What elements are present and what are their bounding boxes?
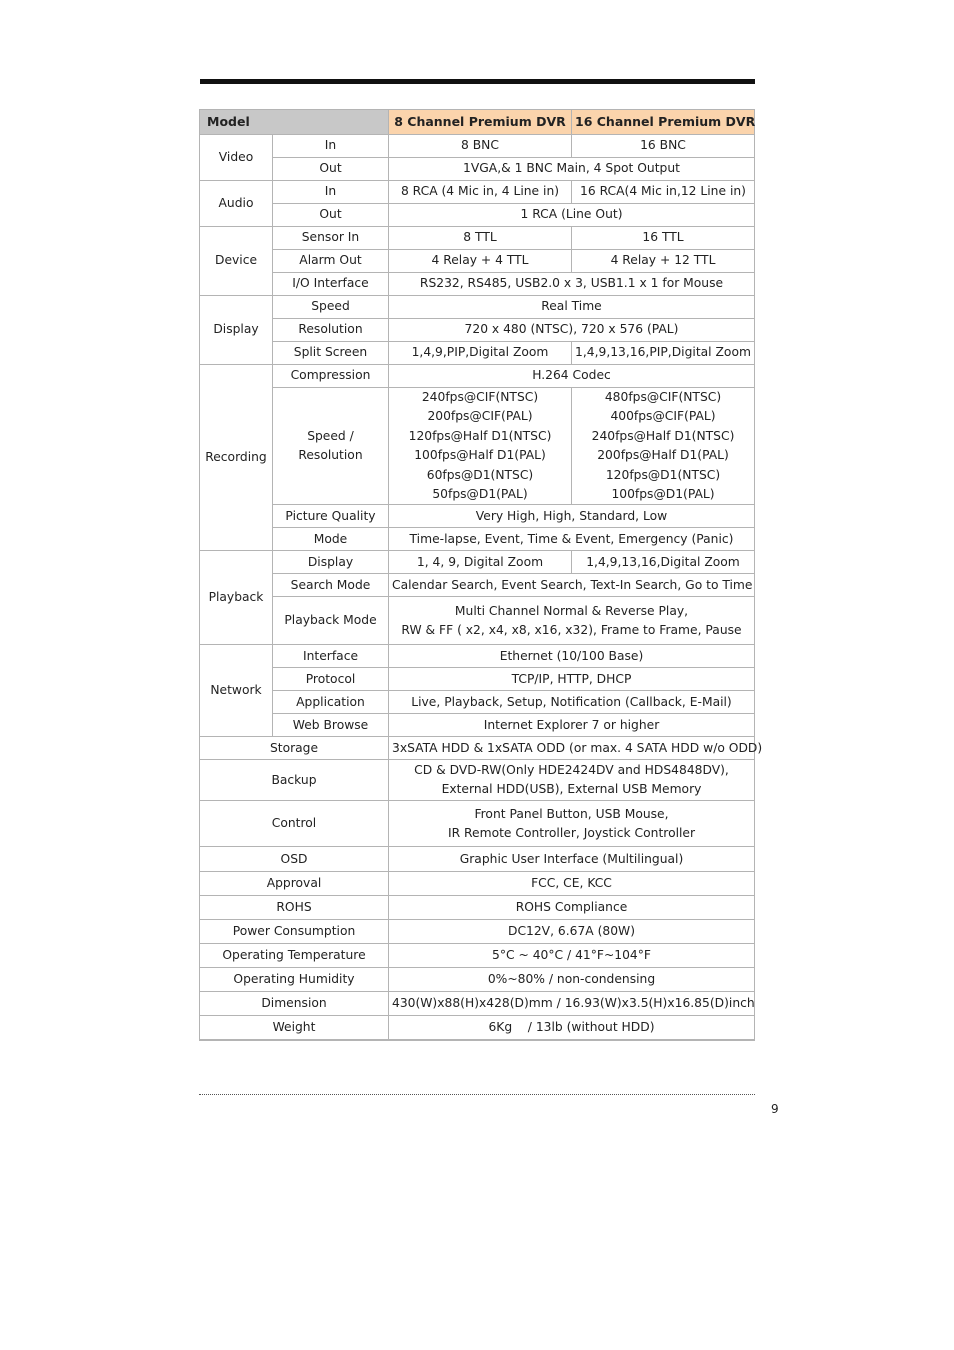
cell-line: IR Remote Controller, Joystick Controller: [447, 825, 696, 840]
row-label: Storage: [200, 737, 389, 760]
table-row: [200, 528, 755, 551]
cell-shared: 5°C ~ 40°C / 41°F~104°F: [389, 944, 755, 968]
cell-shared: DC12V, 6.67A (80W): [389, 920, 755, 944]
cell-shared: Calendar Search, Event Search, Text-In Search, Go to Time: [389, 574, 755, 597]
speed-line: 240fps@CIF(NTSC): [421, 390, 539, 404]
top-rule: [200, 79, 755, 84]
cell-shared: TCP/IP, HTTP, DHCP: [389, 668, 755, 691]
table-row: [200, 872, 755, 896]
table-row: [200, 920, 755, 944]
table-row: [200, 551, 755, 574]
cell-line: RW & FF ( x2, x4, x8, x16, x32), Frame to Frame, Pause: [401, 622, 742, 637]
group-label-recording: Recording: [200, 365, 273, 551]
speed-line: 100fps@D1(PAL): [611, 487, 715, 502]
table-row: [200, 342, 755, 365]
row-label: Search Mode: [273, 574, 389, 597]
cell-shared: Real Time: [389, 296, 755, 319]
table-row: [200, 227, 755, 250]
table-row: [200, 737, 755, 760]
row-label: OSD: [200, 847, 389, 872]
table-row: [200, 388, 755, 505]
speed-line: 50fps@D1(PAL): [432, 487, 528, 502]
row-label: Out: [273, 204, 389, 227]
row-label: Operating Humidity: [200, 968, 389, 992]
row-label: Mode: [273, 528, 389, 551]
cell-shared: 6Kg / 13lb (without HDD): [389, 1016, 755, 1040]
table-row: [200, 158, 755, 181]
page-number: 9: [771, 1102, 779, 1116]
table-row: [200, 204, 755, 227]
speed-line: 400fps@CIF(PAL): [610, 409, 716, 424]
cell-shared: [389, 801, 755, 847]
cell-16ch: 1,4,9,13,16,Digital Zoom: [572, 551, 755, 574]
row-label: In: [273, 181, 389, 204]
row-label: Web Browse: [273, 714, 389, 737]
cell-shared: H.264 Codec: [389, 365, 755, 388]
table-row: [200, 1016, 755, 1040]
group-label-network: Network: [200, 645, 273, 737]
cell-line: Front Panel Button, USB Mouse,: [474, 806, 669, 821]
table-row: [200, 319, 755, 342]
table-row: [200, 896, 755, 920]
row-label: Out: [273, 158, 389, 181]
speed-line: 240fps@Half D1(NTSC): [591, 428, 735, 443]
row-label: Playback Mode: [273, 597, 389, 645]
cell-8ch: 8 TTL: [389, 227, 572, 250]
cell-line: CD & DVD-RW(Only HDE2424DV and HDS4848DV),: [414, 763, 729, 778]
cell-line: External HDD(USB), External USB Memory: [441, 782, 702, 797]
row-label: Display: [273, 551, 389, 574]
cell-shared: Live, Playback, Setup, Notification (Callback, E-Mail): [389, 691, 755, 714]
table-row: [200, 296, 755, 319]
row-label: Dimension: [200, 992, 389, 1016]
row-label: Alarm Out: [273, 250, 389, 273]
row-label: Protocol: [273, 668, 389, 691]
table-row: [200, 760, 755, 801]
row-label: Application: [273, 691, 389, 714]
row-label: Compression: [273, 365, 389, 388]
row-label: Resolution: [273, 319, 389, 342]
table-row: [200, 944, 755, 968]
header-16ch: 16 Channel Premium DVR: [572, 110, 755, 135]
header-row: [200, 110, 755, 135]
row-label: Speed: [273, 296, 389, 319]
row-label: Picture Quality: [273, 505, 389, 528]
row-label: I/O Interface: [273, 273, 389, 296]
table-row: [200, 992, 755, 1016]
cell-8ch: 1, 4, 9, Digital Zoom: [389, 551, 572, 574]
cell-16ch: [572, 388, 755, 505]
cell-shared: Ethernet (10/100 Base): [389, 645, 755, 668]
table-row: [200, 968, 755, 992]
row-label: Control: [200, 801, 389, 847]
row-label: Power Consumption: [200, 920, 389, 944]
table-row: [200, 365, 755, 388]
group-label-audio: Audio: [200, 181, 273, 227]
cell-shared: 720 x 480 (NTSC), 720 x 576 (PAL): [389, 319, 755, 342]
table-row: [200, 597, 755, 645]
table-row: [200, 714, 755, 737]
footer-dotted-rule: [199, 1094, 755, 1095]
group-label-video: Video: [200, 135, 273, 181]
speed-line: 120fps@D1(NTSC): [605, 467, 721, 482]
header-8ch: 8 Channel Premium DVR: [389, 110, 572, 135]
table-row: [200, 668, 755, 691]
cell-shared: Graphic User Interface (Multilingual): [389, 847, 755, 872]
cell-16ch: 4 Relay + 12 TTL: [572, 250, 755, 273]
cell-shared: RS232, RS485, USB2.0 x 3, USB1.1 x 1 for Mouse: [389, 273, 755, 296]
cell-shared: 1 RCA (Line Out): [389, 204, 755, 227]
cell-8ch: 8 RCA (4 Mic in, 4 Line in): [389, 181, 572, 204]
cell-16ch: 16 BNC: [572, 135, 755, 158]
row-label: In: [273, 135, 389, 158]
row-label: Weight: [200, 1016, 389, 1040]
cell-16ch: 16 RCA(4 Mic in,12 Line in): [572, 181, 755, 204]
group-label-display: Display: [200, 296, 273, 365]
table-row: [200, 181, 755, 204]
cell-shared: FCC, CE, KCC: [389, 872, 755, 896]
table-row: [200, 645, 755, 668]
row-label: ROHS: [200, 896, 389, 920]
speed-line: 100fps@Half D1(PAL): [414, 448, 546, 463]
speed-line: 480fps@CIF(NTSC): [604, 390, 722, 404]
cell-8ch: 1,4,9,PIP,Digital Zoom: [389, 342, 572, 365]
row-label-line: Resolution: [298, 448, 363, 463]
table-row: [200, 801, 755, 847]
cell-16ch: 16 TTL: [572, 227, 755, 250]
table-row: [200, 505, 755, 528]
table-row: [200, 135, 755, 158]
row-label: Split Screen: [273, 342, 389, 365]
spec-table: [199, 109, 763, 1041]
table-row: [200, 847, 755, 872]
row-label: Sensor In: [273, 227, 389, 250]
table-row: [200, 574, 755, 597]
row-label: Interface: [273, 645, 389, 668]
table-row: [200, 273, 755, 296]
cell-line: Multi Channel Normal & Reverse Play,: [454, 603, 689, 618]
cell-16ch: 1,4,9,13,16,PIP,Digital Zoom: [572, 342, 755, 365]
cell-shared: Very High, High, Standard, Low: [389, 505, 755, 528]
table-row: [200, 250, 755, 273]
cell-shared: 3xSATA HDD & 1xSATA ODD (or max. 4 SATA HDD w/o ODD): [389, 737, 755, 760]
cell-shared: Internet Explorer 7 or higher: [389, 714, 755, 737]
cell-8ch: 4 Relay + 4 TTL: [389, 250, 572, 273]
group-label-device: Device: [200, 227, 273, 296]
speed-line: 200fps@CIF(PAL): [427, 409, 533, 424]
row-label: Operating Temperature: [200, 944, 389, 968]
speed-line: 60fps@D1(NTSC): [426, 467, 534, 482]
row-label: Approval: [200, 872, 389, 896]
cell-shared: Time-lapse, Event, Time & Event, Emergency (Panic): [389, 528, 755, 551]
cell-shared: 1VGA,& 1 BNC Main, 4 Spot Output: [389, 158, 755, 181]
cell-shared: [389, 760, 755, 801]
cell-shared: 0%~80% / non-condensing: [389, 968, 755, 992]
cell-shared: [389, 597, 755, 645]
header-model: Model: [200, 110, 389, 135]
row-label: Backup: [200, 760, 389, 801]
cell-shared: 430(W)x88(H)x428(D)mm / 16.93(W)x3.5(H)x16.85(D)inch: [389, 992, 755, 1016]
row-label: [273, 388, 389, 505]
speed-line: 120fps@Half D1(NTSC): [408, 428, 552, 443]
speed-line: 200fps@Half D1(PAL): [597, 448, 729, 463]
cell-8ch: [389, 388, 572, 505]
cell-8ch: 8 BNC: [389, 135, 572, 158]
row-label-line: Speed /: [307, 428, 354, 443]
table-row: [200, 691, 755, 714]
group-label-playback: Playback: [200, 551, 273, 645]
cell-shared: ROHS Compliance: [389, 896, 755, 920]
